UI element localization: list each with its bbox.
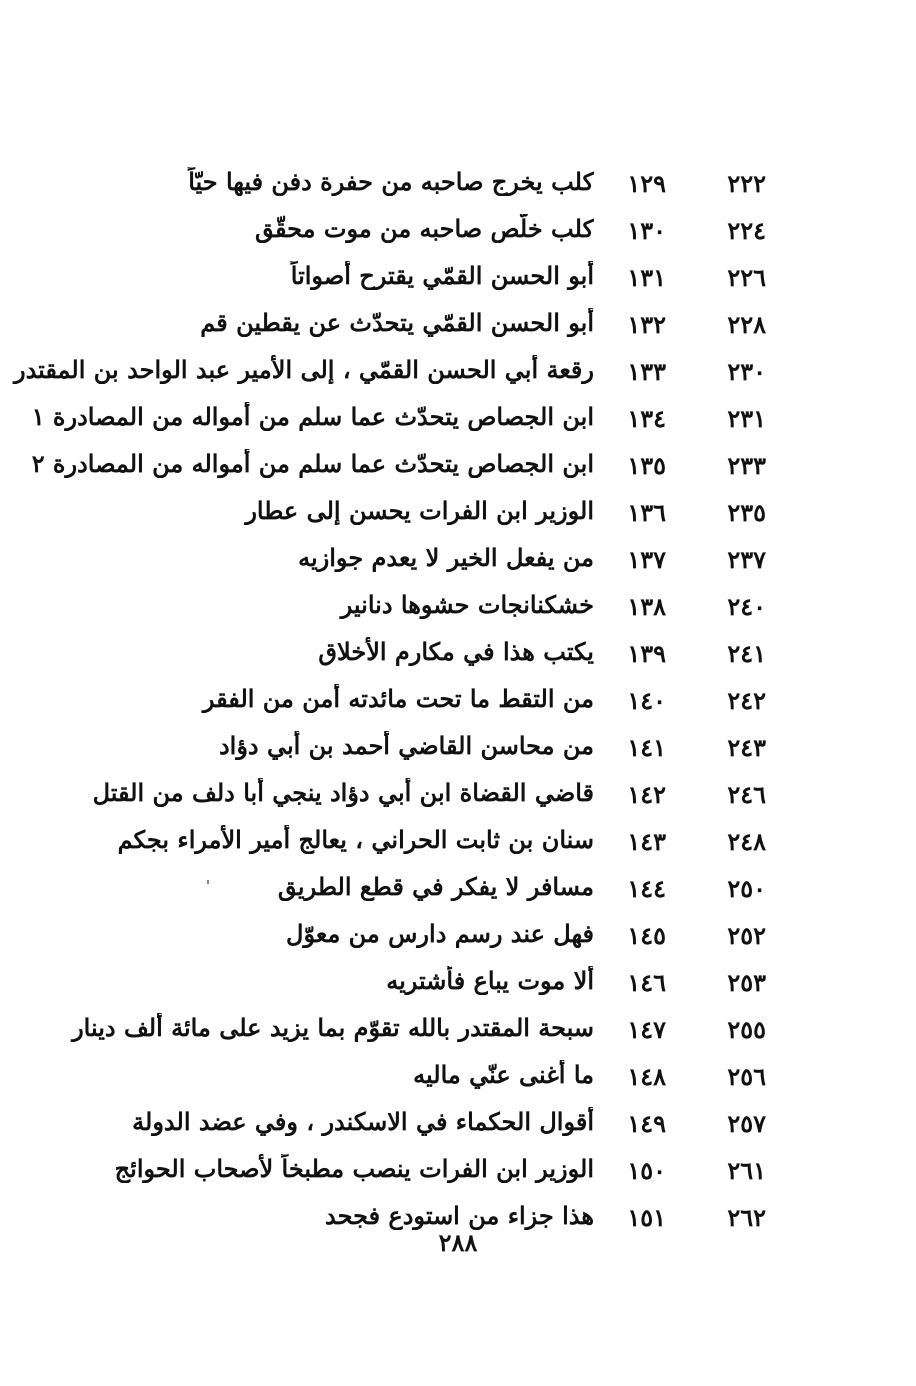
table-of-contents	[0, 161, 916, 1232]
entry-number: ١٤٢	[627, 780, 666, 809]
entry-page-number: ٢٣٥	[727, 498, 766, 527]
toc-entry	[0, 960, 916, 1007]
toc-entry	[0, 1054, 916, 1101]
entry-page-number: ٢٢٢	[727, 169, 766, 198]
entry-title: يكتب هذا في مكارم الأخلاق	[318, 637, 594, 666]
entry-page-number: ٢٦٢	[727, 1203, 766, 1232]
entry-title: هذا جزاء من استودع فجحد	[325, 1201, 594, 1230]
entry-page-number: ٢٦١	[727, 1156, 766, 1185]
entry-title: كلب يخرج صاحبه من حفرة دفن فيها حيّاً	[188, 167, 594, 196]
toc-entry	[0, 443, 916, 490]
entry-page-number: ٢٥٣	[727, 968, 766, 997]
entry-title: الوزير ابن الفرات يحسن إلى عطار	[245, 496, 594, 525]
entry-number: ١٤٨	[627, 1062, 666, 1091]
entry-title: من محاسن القاضي أحمد بن أبي دؤاد	[218, 731, 594, 760]
entry-number: ١٤٠	[627, 686, 666, 715]
entry-number: ١٢٩	[627, 169, 666, 198]
entry-page-number: ٢٤٣	[727, 733, 766, 762]
entry-title: ابن الجصاص يتحدّث عما سلم من أمواله من المصادرة ٢	[31, 449, 594, 478]
entry-title: خشكنانجات حشوها دنانير	[340, 590, 594, 619]
toc-entry	[0, 490, 916, 537]
entry-title: أقوال الحكماء في الاسكندر ، وفي عضد الدولة	[132, 1107, 594, 1136]
entry-page-number: ٢٢٦	[727, 263, 766, 292]
entry-title: ألا موت يباع فأشتريه	[386, 966, 594, 995]
entry-number: ١٤٥	[627, 921, 666, 950]
toc-entry	[0, 913, 916, 960]
entry-number: ١٣٢	[627, 310, 666, 339]
toc-entry	[0, 631, 916, 678]
entry-number: ١٣١	[627, 263, 666, 292]
entry-page-number: ٢٢٨	[727, 310, 766, 339]
entry-number: ١٣٠	[627, 216, 666, 245]
entry-title: مسافر لا يفكر في قطع الطريق	[277, 872, 594, 901]
entry-number: ١٤١	[627, 733, 666, 762]
toc-entry	[0, 255, 916, 302]
entry-number: ١٣٤	[627, 404, 666, 433]
entry-page-number: ٢٥٢	[727, 921, 766, 950]
entry-title: أبو الحسن القمّي يقترح أصواتاً	[290, 261, 594, 290]
entry-title: ابن الجصاص يتحدّث عما سلم من أمواله من المصادرة ١	[31, 402, 594, 431]
print-speck	[207, 880, 209, 884]
entry-number: ١٣٩	[627, 639, 666, 668]
entry-page-number: ٢٥٦	[727, 1062, 766, 1091]
toc-entry	[0, 302, 916, 349]
entry-title: رقعة أبي الحسن القمّي ، إلى الأمير عبد الواحد بن المقتدر	[13, 355, 594, 384]
toc-entry	[0, 349, 916, 396]
entry-title: الوزير ابن الفرات ينصب مطبخاً لأصحاب الحوائج	[114, 1154, 594, 1183]
toc-entry	[0, 678, 916, 725]
toc-entry	[0, 208, 916, 255]
entry-page-number: ٢٣٧	[727, 545, 766, 574]
entry-number: ١٤٣	[627, 827, 666, 856]
toc-entry	[0, 819, 916, 866]
toc-entry	[0, 584, 916, 631]
entry-number: ١٣٨	[627, 592, 666, 621]
entry-title: أبو الحسن القمّي يتحدّث عن يقطين قم	[200, 308, 594, 337]
toc-entry	[0, 537, 916, 584]
entry-page-number: ٢٢٤	[727, 216, 766, 245]
entry-number: ١٥٠	[627, 1156, 666, 1185]
entry-number: ١٤٦	[627, 968, 666, 997]
entry-page-number: ٢٤٦	[727, 780, 766, 809]
entry-page-number: ٢٥٥	[727, 1015, 766, 1044]
entry-page-number: ٢٤٠	[727, 592, 766, 621]
entry-number: ١٣٥	[627, 451, 666, 480]
entry-page-number: ٢٣٠	[727, 357, 766, 386]
entry-number: ١٣٦	[627, 498, 666, 527]
entry-page-number: ٢٤٨	[727, 827, 766, 856]
toc-entry	[0, 1148, 916, 1195]
toc-entry	[0, 1101, 916, 1148]
entry-title: من التقط ما تحت مائدته أمن من الفقر	[202, 684, 594, 713]
entry-number: ١٥١	[627, 1203, 666, 1232]
entry-page-number: ٢٤١	[727, 639, 766, 668]
entry-number: ١٣٣	[627, 357, 666, 386]
entry-title: كلب خلّص صاحبه من موت محقّق	[254, 214, 594, 243]
entry-page-number: ٢٣٣	[727, 451, 766, 480]
page-number: ٢٨٨	[438, 1228, 478, 1257]
toc-entry	[0, 161, 916, 208]
entry-title: سنان بن ثابت الحراني ، يعالج أمير الأمراء بجكم	[117, 825, 594, 854]
entry-page-number: ٢٤٢	[727, 686, 766, 715]
entry-title: فهل عند رسم دارس من معوّل	[286, 919, 594, 948]
entry-number: ١٤٧	[627, 1015, 666, 1044]
entry-page-number: ٢٥٧	[727, 1109, 766, 1138]
entry-number: ١٤٩	[627, 1109, 666, 1138]
toc-entry	[0, 772, 916, 819]
entry-page-number: ٢٥٠	[727, 874, 766, 903]
entry-page-number: ٢٣١	[727, 404, 766, 433]
entry-title: ما أغنى عنّي ماليه	[413, 1060, 594, 1089]
entry-title: من يفعل الخير لا يعدم جوازيه	[298, 543, 594, 572]
entry-title: قاضي القضاة ابن أبي دؤاد ينجي أبا دلف من القتل	[92, 778, 594, 807]
entry-number: ١٣٧	[627, 545, 666, 574]
toc-entry	[0, 866, 916, 913]
toc-entry	[0, 1007, 916, 1054]
entry-number: ١٤٤	[627, 874, 666, 903]
entry-title: سبحة المقتدر بالله تقوّم بما يزيد على مائة ألف دينار	[72, 1013, 594, 1042]
toc-entry	[0, 396, 916, 443]
toc-entry	[0, 725, 916, 772]
